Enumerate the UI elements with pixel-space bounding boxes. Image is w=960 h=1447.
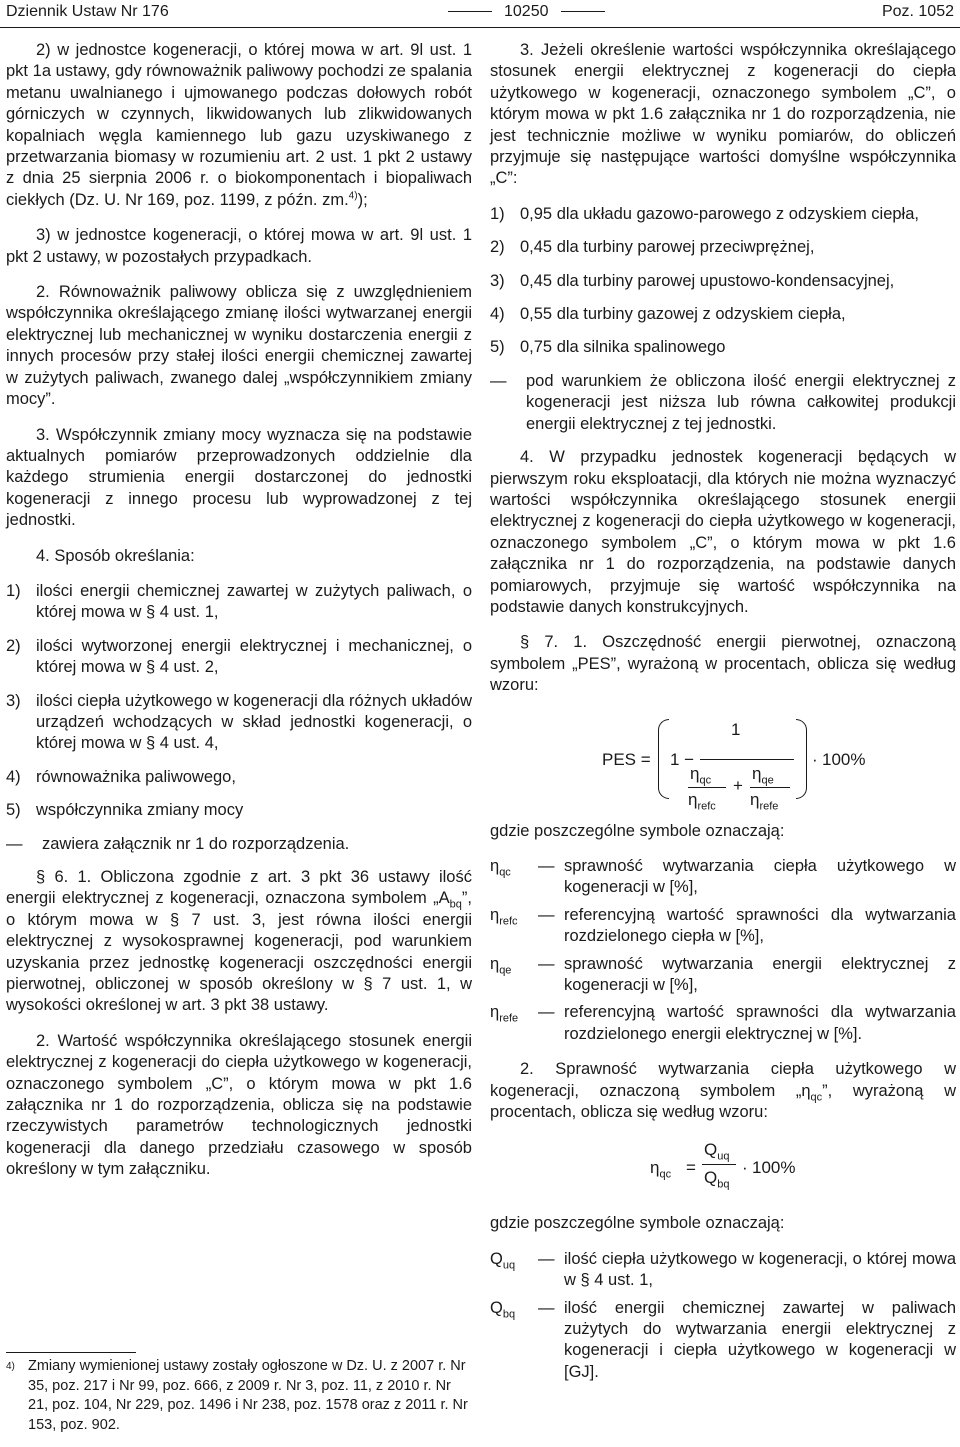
em-dash: — [538, 1003, 555, 1022]
plus-sign: + [733, 775, 743, 795]
symbols-intro: gdzie poszczególne symbole oznaczają: [490, 821, 785, 840]
equals-sign: = [686, 1158, 696, 1178]
list-text: ilości wytworzonej energii elektrycznej i mechanicznej, o której mowa w § 4 ust. 2, [36, 636, 472, 677]
list-text: ilości ciepła użytkowego w kogeneracji dla różnych układów urządzeń wchodzących w skład jednostki kogeneracji, o której mowa w § 4 ust. 4, [36, 691, 472, 753]
symbol-meaning: ilość ciepła użytkowego w kogeneracji, o której mowa w § 4 ust. 1, [564, 1249, 956, 1290]
times-sign: · [742, 1158, 748, 1178]
dash-clause-text: pod warunkiem że obliczona ilość energii elektrycznej z kogeneracji jest niższa lub równa całkowitej produkcji energii elektrycznej z tej jednostki. [526, 371, 956, 433]
paragraph: 4. Sposób określania: [36, 546, 195, 565]
symbol-definition [490, 1298, 956, 1384]
symbol: $\eta_{qc}$ [490, 856, 511, 879]
symbol: $Q_{bq}$ [490, 1298, 516, 1320]
dash-clause-text: zawiera załącznik nr 1 do rozporządzenia. [42, 834, 350, 853]
symbol-meaning: sprawność wytwarzania energii elektrycznej z kogeneracji w [%], [564, 954, 956, 994]
em-dash: — [538, 1249, 555, 1268]
times-sign: · [812, 749, 818, 769]
paragraph: 3) w jednostce kogeneracji, o której mowa w art. 9l ust. 1 pkt 2 ustawy, w pozostałych przypadkach. [6, 226, 472, 266]
list-text: współczynnika zmiany mocy [36, 801, 244, 820]
left-column [6, 40, 472, 1195]
symbol: $Q_{uq}$ [490, 1249, 516, 1272]
list-number: 3) [6, 691, 21, 710]
inner-fraction-bar [688, 787, 726, 788]
list-item [6, 767, 472, 788]
eta-qc: $\eta_{qc}$ [690, 763, 712, 786]
list-item [490, 237, 956, 258]
list-item [6, 581, 472, 624]
fraction-numerator: $Q_{uq}$ [704, 1140, 730, 1163]
symbol-definition [490, 954, 956, 997]
list-text: równoważnika paliwowego, [36, 767, 236, 786]
paragraph-text: ); [357, 190, 368, 209]
header-rule [0, 27, 960, 28]
em-dash: — [538, 1298, 555, 1317]
paragraph-text: § 6. 1. Obliczona zgodnie z art. 3 pkt 36 ustawy ilość energii elektrycznej z kogeneracji, oznaczona symbolem „A [6, 868, 472, 908]
list-text: 0,95 dla układu gazowo-parowego z odzyskiem ciepła, [520, 204, 919, 223]
footnote-text: Zmiany wymienionej ustawy zostały ogłoszone w Dz. U. z 2007 r. Nr 35, poz. 217 i Nr 99, poz. 666, z 2009 r. Nr 3, poz. 11, z 2010 r. Nr 21, poz. 104, Nr 229, poz. 1496 i Nr 238, poz. 1578 oraz z 2011 r. Nr 153, poz. 902. [28, 1358, 468, 1433]
paragraph-text: 2) w jednostce kogeneracji, o której mowa w art. 9l ust. 1 pkt 1a ustawy, gdy równoważnik paliwowy pochodzi ze spalania metanu uwalnianego i ujmowanego podczas dołowych robót górniczych w czynnych, likwidowanych lub zlikwidowanych kopalniach węgla kamiennego lub gazu uzyskiwanego z przetwarzania biomasy w rozumieniu art. 2 ust. 1 pkt 2 ustawy z dnia 25 sierpnia 2006 r. o biokomponentach i biopaliwach ciekłych (Dz. U. Nr 169, poz. 1199, z późn. zm. [6, 41, 472, 209]
symbol-meaning: sprawność wytwarzania ciepła użytkowego w kogeneracji w [%], [564, 856, 956, 897]
footnote-rule [6, 1352, 136, 1353]
list-text: 0,55 dla turbiny gazowej z odzyskiem ciepła, [520, 305, 846, 324]
position-number: Poz. 1052 [881, 3, 954, 20]
list-item [6, 636, 472, 679]
list-number: 1) [6, 581, 21, 600]
page-header [6, 0, 954, 26]
dash-clause [490, 371, 956, 435]
fraction-denominator: $Q_{bq}$ [704, 1168, 730, 1191]
subscript: bq [449, 898, 462, 911]
footnote [6, 1357, 472, 1435]
symbol-definition [490, 905, 956, 948]
fraction-numerator: 1 [731, 719, 741, 739]
pes-formula [490, 711, 956, 811]
list-number: 5) [6, 801, 21, 820]
inner-fraction-bar [750, 787, 790, 788]
right-paren [796, 719, 807, 799]
paragraph: 2. Wartość współczynnika określającego stosunek energii elektrycznej z kogeneracji do ciepła użytkowego w kogeneracji, oznaczonego symbolem „C”, o którym mowa w pkt 1.6 załącznika nr 1 do rozporządzenia, oblicza się na podstawie rzeczywistych parametrów technologicznych jednostki kogeneracji dla danego przedziału czasowego w sposób określony w tym załączniku. [6, 1031, 472, 1179]
list-item [490, 204, 956, 225]
list-text: 0,75 dla silnika spalinowego [520, 338, 726, 357]
paragraph-text: 2. Sprawność wytwarzania ciepła użytkowego w kogeneracji, oznaczoną symbolem „η [490, 1060, 956, 1100]
em-dash: — [538, 856, 555, 875]
em-dash: — [538, 905, 555, 924]
list-number: 4) [6, 767, 21, 786]
list-item [490, 271, 956, 292]
eta-refe: $\eta_{refe}$ [750, 789, 779, 812]
eta-qe: $\eta_{qe}$ [752, 763, 774, 786]
symbol-meaning: referencyjną wartość sprawności dla wytwarzania rozdzielonego energii elektrycznej w [%]. [564, 1003, 956, 1043]
paragraph: 3. Współczynnik zmiany mocy wyznacza się na podstawie aktualnych pomiarów przeprowadzonych oddzielnie dla każdego strumienia energii dostarczonej do jednostki kogeneracji z innego procesu lub wyprowadzonej z tej jednostki. [6, 425, 472, 530]
journal-title: Dziennik Ustaw Nr 176 [6, 3, 169, 20]
list-item [6, 691, 472, 755]
paragraph-text: ”, o którym mowa w § 7 ust. 3, jest równa ilości energii elektrycznej z wysokosprawnej kogeneracji, pod warunkiem uzyskania przez jednostkę kogeneracji oszczędności energii pierwotnej, obliczonej w sposób określony w § 7 ust. 1, w wysokości określonej w art. 3 pkt 38 ustawy. [6, 889, 472, 1015]
paragraph: 4. W przypadku jednostek kogeneracji będących w pierwszym roku eksploatacji, dla których nie można wyznaczyć wartości współczynnika określającego stosunek energii elektrycznej z kogeneracji do ciepła użytkowego w kogeneracji, oznaczonego symbolem „C”, o którym mowa w pkt 1.6 załącznika nr 1 do rozporządzenia, na podstawie danych pomiarowych, przyjmuje się wartość współczynnika na podstawie danych konstrukcyjnych. [490, 448, 956, 616]
eta-refc: $\eta_{refc}$ [688, 789, 716, 812]
em-dash: — [490, 371, 507, 390]
symbols-intro: gdzie poszczególne symbole oznaczają: [490, 1214, 785, 1233]
symbol: $\eta_{refe}$ [490, 1003, 519, 1025]
dash-divider [448, 11, 492, 12]
symbol-meaning: referencyjną wartość sprawności dla wytwarzania rozdzielonego ciepła w [%], [564, 905, 956, 946]
fraction-bar [702, 1164, 736, 1165]
footnote-ref: 4) [348, 190, 358, 202]
list-number: 4) [490, 305, 505, 324]
paragraph [490, 1059, 956, 1123]
symbol-meaning: ilość energii chemicznej zawartej w paliwach zużytych do wytwarzania energii elektrycznej z kogeneracji i ciepła użytkowego w kogeneracji w [GJ]. [564, 1298, 956, 1381]
formula-lhs: PES = [602, 749, 651, 769]
eta-qc-formula [490, 1137, 956, 1203]
paragraph: 2. Równoważnik paliwowy oblicza się z uwzględnieniem współczynnika określającego zmianę ilości wytwarzanej energii elektrycznej lub mechanicznej w wyniku dostarczenia energii z innych procesów przy stałej ilości energii chemicznej zawartej w zużytych paliwach, zwanego dalej „współczynnikiem zmiany mocy”. [6, 283, 472, 409]
right-column [490, 40, 956, 1389]
paragraph: 3. Jeżeli określenie wartości współczynnika określającego stosunek energii elektrycznej z kogeneracji do ciepła użytkowego w kogeneracji, oznaczonego symbolem „C”, o którym mowa w pkt 1.6 załącznika nr 1 do rozporządzenia, nie jest technicznie możliwe w wyniku pomiarów, do obliczeń przyjmuje się następujące wartości domyślne współczynnika „C”: [490, 41, 956, 188]
page-number [436, 0, 617, 24]
paragraph [6, 40, 472, 211]
list-item [490, 337, 956, 358]
paragraph [6, 867, 472, 1017]
symbol: $\eta_{refc}$ [490, 905, 518, 928]
footnote-mark: 4) [6, 1361, 15, 1372]
left-paren [658, 719, 669, 799]
dash-clause [6, 834, 472, 855]
symbol: $\eta_{qe}$ [490, 954, 512, 976]
list-text: ilości energii chemicznej zawartej w zużytych paliwach, o której mowa w § 4 ust. 1, [36, 581, 472, 622]
symbol-definition [490, 1249, 956, 1292]
list-item [490, 304, 956, 325]
list-number: 1) [490, 204, 505, 223]
em-dash: — [538, 954, 555, 973]
fraction-bar [700, 759, 794, 760]
list-item [6, 800, 472, 821]
paragraph: § 7. 1. Oszczędność energii pierwotnej, oznaczoną symbolem „PES”, wyrażoną w procentach, oblicza się według wzoru: [490, 633, 956, 695]
percent-value: 100% [822, 749, 866, 769]
symbol-definition [490, 1002, 956, 1045]
formula-one-minus: 1 − [670, 749, 695, 769]
list-number: 2) [6, 636, 21, 655]
list-text: 0,45 dla turbiny parowej upustowo-kondensacyjnej, [520, 271, 895, 290]
subscript: qc [810, 1090, 823, 1103]
paragraph-text: ”, wyrażoną w procentach, oblicza się według wzoru: [490, 1081, 957, 1122]
page-number-text: 10250 [504, 3, 549, 20]
em-dash: — [6, 834, 23, 853]
formula-lhs: $\eta_{qc}$ [650, 1158, 672, 1181]
list-number: 3) [490, 271, 505, 290]
list-text: 0,45 dla turbiny parowej przeciwprężnej, [520, 238, 815, 257]
list-number: 2) [490, 238, 505, 257]
list-number: 5) [490, 338, 505, 357]
symbol-definition [490, 856, 956, 899]
dash-divider [561, 11, 605, 12]
percent-value: 100% [752, 1158, 796, 1178]
